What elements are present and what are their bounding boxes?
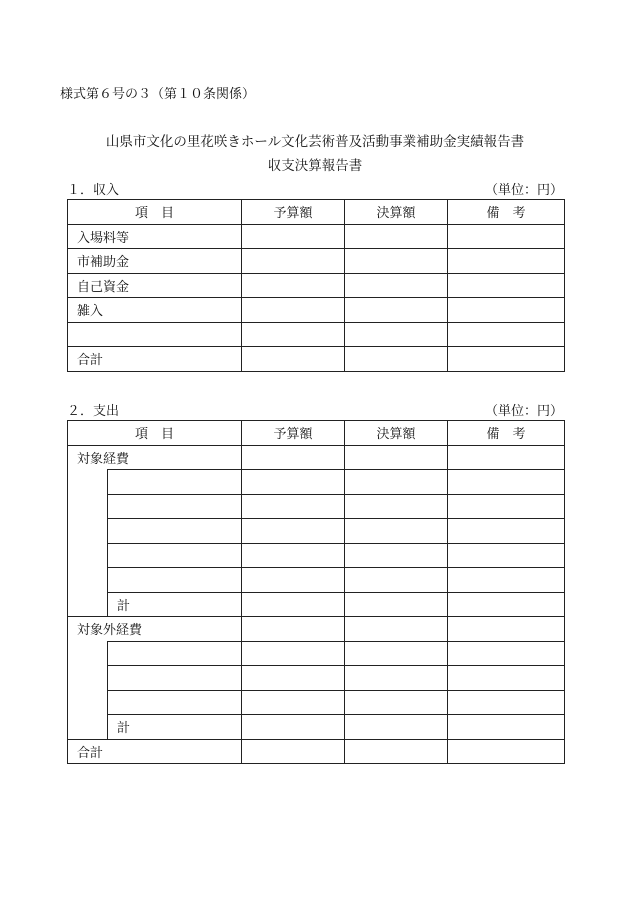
item-cell[interactable] (108, 543, 242, 568)
settlement-cell[interactable] (345, 224, 448, 249)
eligible-expense-label: 対象経費 (68, 445, 242, 470)
expense-table (67, 420, 565, 764)
budget-total-cell[interactable] (242, 739, 345, 764)
row-label: 入場料等 (68, 224, 242, 249)
remarks-cell[interactable] (448, 715, 565, 740)
remarks-cell[interactable] (448, 641, 565, 666)
settlement-cell[interactable] (345, 273, 448, 298)
group-indent (68, 470, 108, 617)
settlement-total-cell[interactable] (345, 347, 448, 372)
settlement-cell[interactable] (345, 470, 448, 495)
settlement-cell[interactable] (345, 519, 448, 544)
settlement-cell[interactable] (345, 641, 448, 666)
remarks-cell[interactable] (448, 592, 565, 617)
settlement-cell[interactable] (345, 494, 448, 519)
remarks-cell[interactable] (448, 322, 565, 347)
remarks-cell[interactable] (448, 568, 565, 593)
subtotal-label: 計 (108, 715, 242, 740)
settlement-cell[interactable] (345, 249, 448, 274)
remarks-cell[interactable] (448, 519, 565, 544)
document-title: 山県市文化の里花咲きホール文化芸術普及活動事業補助金実績報告書 (105, 134, 525, 150)
remarks-cell[interactable] (448, 739, 565, 764)
column-header-remarks: 備 考 (448, 200, 565, 225)
settlement-subtotal-cell[interactable] (345, 715, 448, 740)
subtotal-row (68, 592, 565, 617)
settlement-cell[interactable] (345, 322, 448, 347)
budget-cell[interactable] (242, 568, 345, 593)
budget-cell[interactable] (242, 249, 345, 274)
row-label-blank[interactable] (68, 322, 242, 347)
item-cell[interactable] (108, 641, 242, 666)
settlement-cell[interactable] (345, 298, 448, 323)
group-header-row (68, 445, 565, 470)
settlement-subtotal-cell[interactable] (345, 592, 448, 617)
table-row (68, 690, 565, 715)
subtotal-label: 計 (108, 592, 242, 617)
settlement-cell[interactable] (345, 617, 448, 642)
income-unit-label: （単位：円） (484, 183, 563, 198)
row-label: 自己資金 (68, 273, 242, 298)
settlement-cell[interactable] (345, 568, 448, 593)
ineligible-expense-label: 対象外経費 (68, 617, 242, 642)
table-row (68, 494, 565, 519)
table-row (68, 568, 565, 593)
income-table (67, 199, 565, 372)
settlement-cell[interactable] (345, 543, 448, 568)
total-row (68, 739, 565, 764)
row-label: 雑入 (68, 298, 242, 323)
table-header-row (68, 200, 565, 225)
budget-cell[interactable] (242, 690, 345, 715)
settlement-cell[interactable] (345, 690, 448, 715)
row-label: 市補助金 (68, 249, 242, 274)
budget-cell[interactable] (242, 298, 345, 323)
column-header-budget: 予算額 (242, 421, 345, 446)
subtotal-row (68, 715, 565, 740)
form-number: 様式第６号の３（第１０条関係） (60, 87, 256, 102)
table-row (68, 641, 565, 666)
table-row (68, 470, 565, 495)
settlement-cell[interactable] (345, 445, 448, 470)
remarks-cell[interactable] (448, 249, 565, 274)
table-row (68, 519, 565, 544)
budget-cell[interactable] (242, 470, 345, 495)
column-header-remarks: 備 考 (448, 421, 565, 446)
table-row (68, 273, 565, 298)
total-label: 合計 (68, 347, 242, 372)
column-header-settlement: 決算額 (345, 200, 448, 225)
group-indent (68, 641, 108, 739)
budget-cell[interactable] (242, 494, 345, 519)
table-header-row (68, 421, 565, 446)
expense-heading: ２．支出 (67, 404, 120, 419)
remarks-cell[interactable] (448, 224, 565, 249)
table-row (68, 322, 565, 347)
budget-subtotal-cell[interactable] (242, 592, 345, 617)
expense-unit-label: （単位：円） (484, 404, 563, 419)
remarks-cell[interactable] (448, 543, 565, 568)
remarks-cell[interactable] (448, 347, 565, 372)
remarks-cell[interactable] (448, 690, 565, 715)
budget-subtotal-cell[interactable] (242, 715, 345, 740)
budget-cell[interactable] (242, 322, 345, 347)
budget-cell[interactable] (242, 273, 345, 298)
budget-cell[interactable] (242, 519, 345, 544)
item-cell[interactable] (108, 470, 242, 495)
remarks-cell[interactable] (448, 470, 565, 495)
table-row (68, 298, 565, 323)
remarks-cell[interactable] (448, 445, 565, 470)
column-header-budget: 予算額 (242, 200, 345, 225)
settlement-cell[interactable] (345, 666, 448, 691)
total-label: 合計 (68, 739, 242, 764)
budget-cell[interactable] (242, 543, 345, 568)
budget-cell[interactable] (242, 224, 345, 249)
income-heading: １．収入 (67, 183, 120, 198)
item-cell[interactable] (108, 494, 242, 519)
table-row (68, 543, 565, 568)
table-row (68, 666, 565, 691)
remarks-cell[interactable] (448, 666, 565, 691)
remarks-cell[interactable] (448, 273, 565, 298)
remarks-cell[interactable] (448, 617, 565, 642)
item-cell[interactable] (108, 568, 242, 593)
column-header-item: 項 目 (68, 421, 242, 446)
remarks-cell[interactable] (448, 298, 565, 323)
budget-total-cell[interactable] (242, 347, 345, 372)
item-cell[interactable] (108, 519, 242, 544)
document-subtitle: 収支決算報告書 (267, 158, 363, 174)
column-header-item: 項 目 (68, 200, 242, 225)
settlement-total-cell[interactable] (345, 739, 448, 764)
budget-cell[interactable] (242, 445, 345, 470)
item-cell[interactable] (108, 666, 242, 691)
table-row (68, 224, 565, 249)
item-cell[interactable] (108, 690, 242, 715)
remarks-cell[interactable] (448, 494, 565, 519)
budget-cell[interactable] (242, 641, 345, 666)
budget-cell[interactable] (242, 666, 345, 691)
budget-cell[interactable] (242, 617, 345, 642)
total-row (68, 347, 565, 372)
column-header-settlement: 決算額 (345, 421, 448, 446)
group-header-row (68, 617, 565, 642)
table-row (68, 249, 565, 274)
